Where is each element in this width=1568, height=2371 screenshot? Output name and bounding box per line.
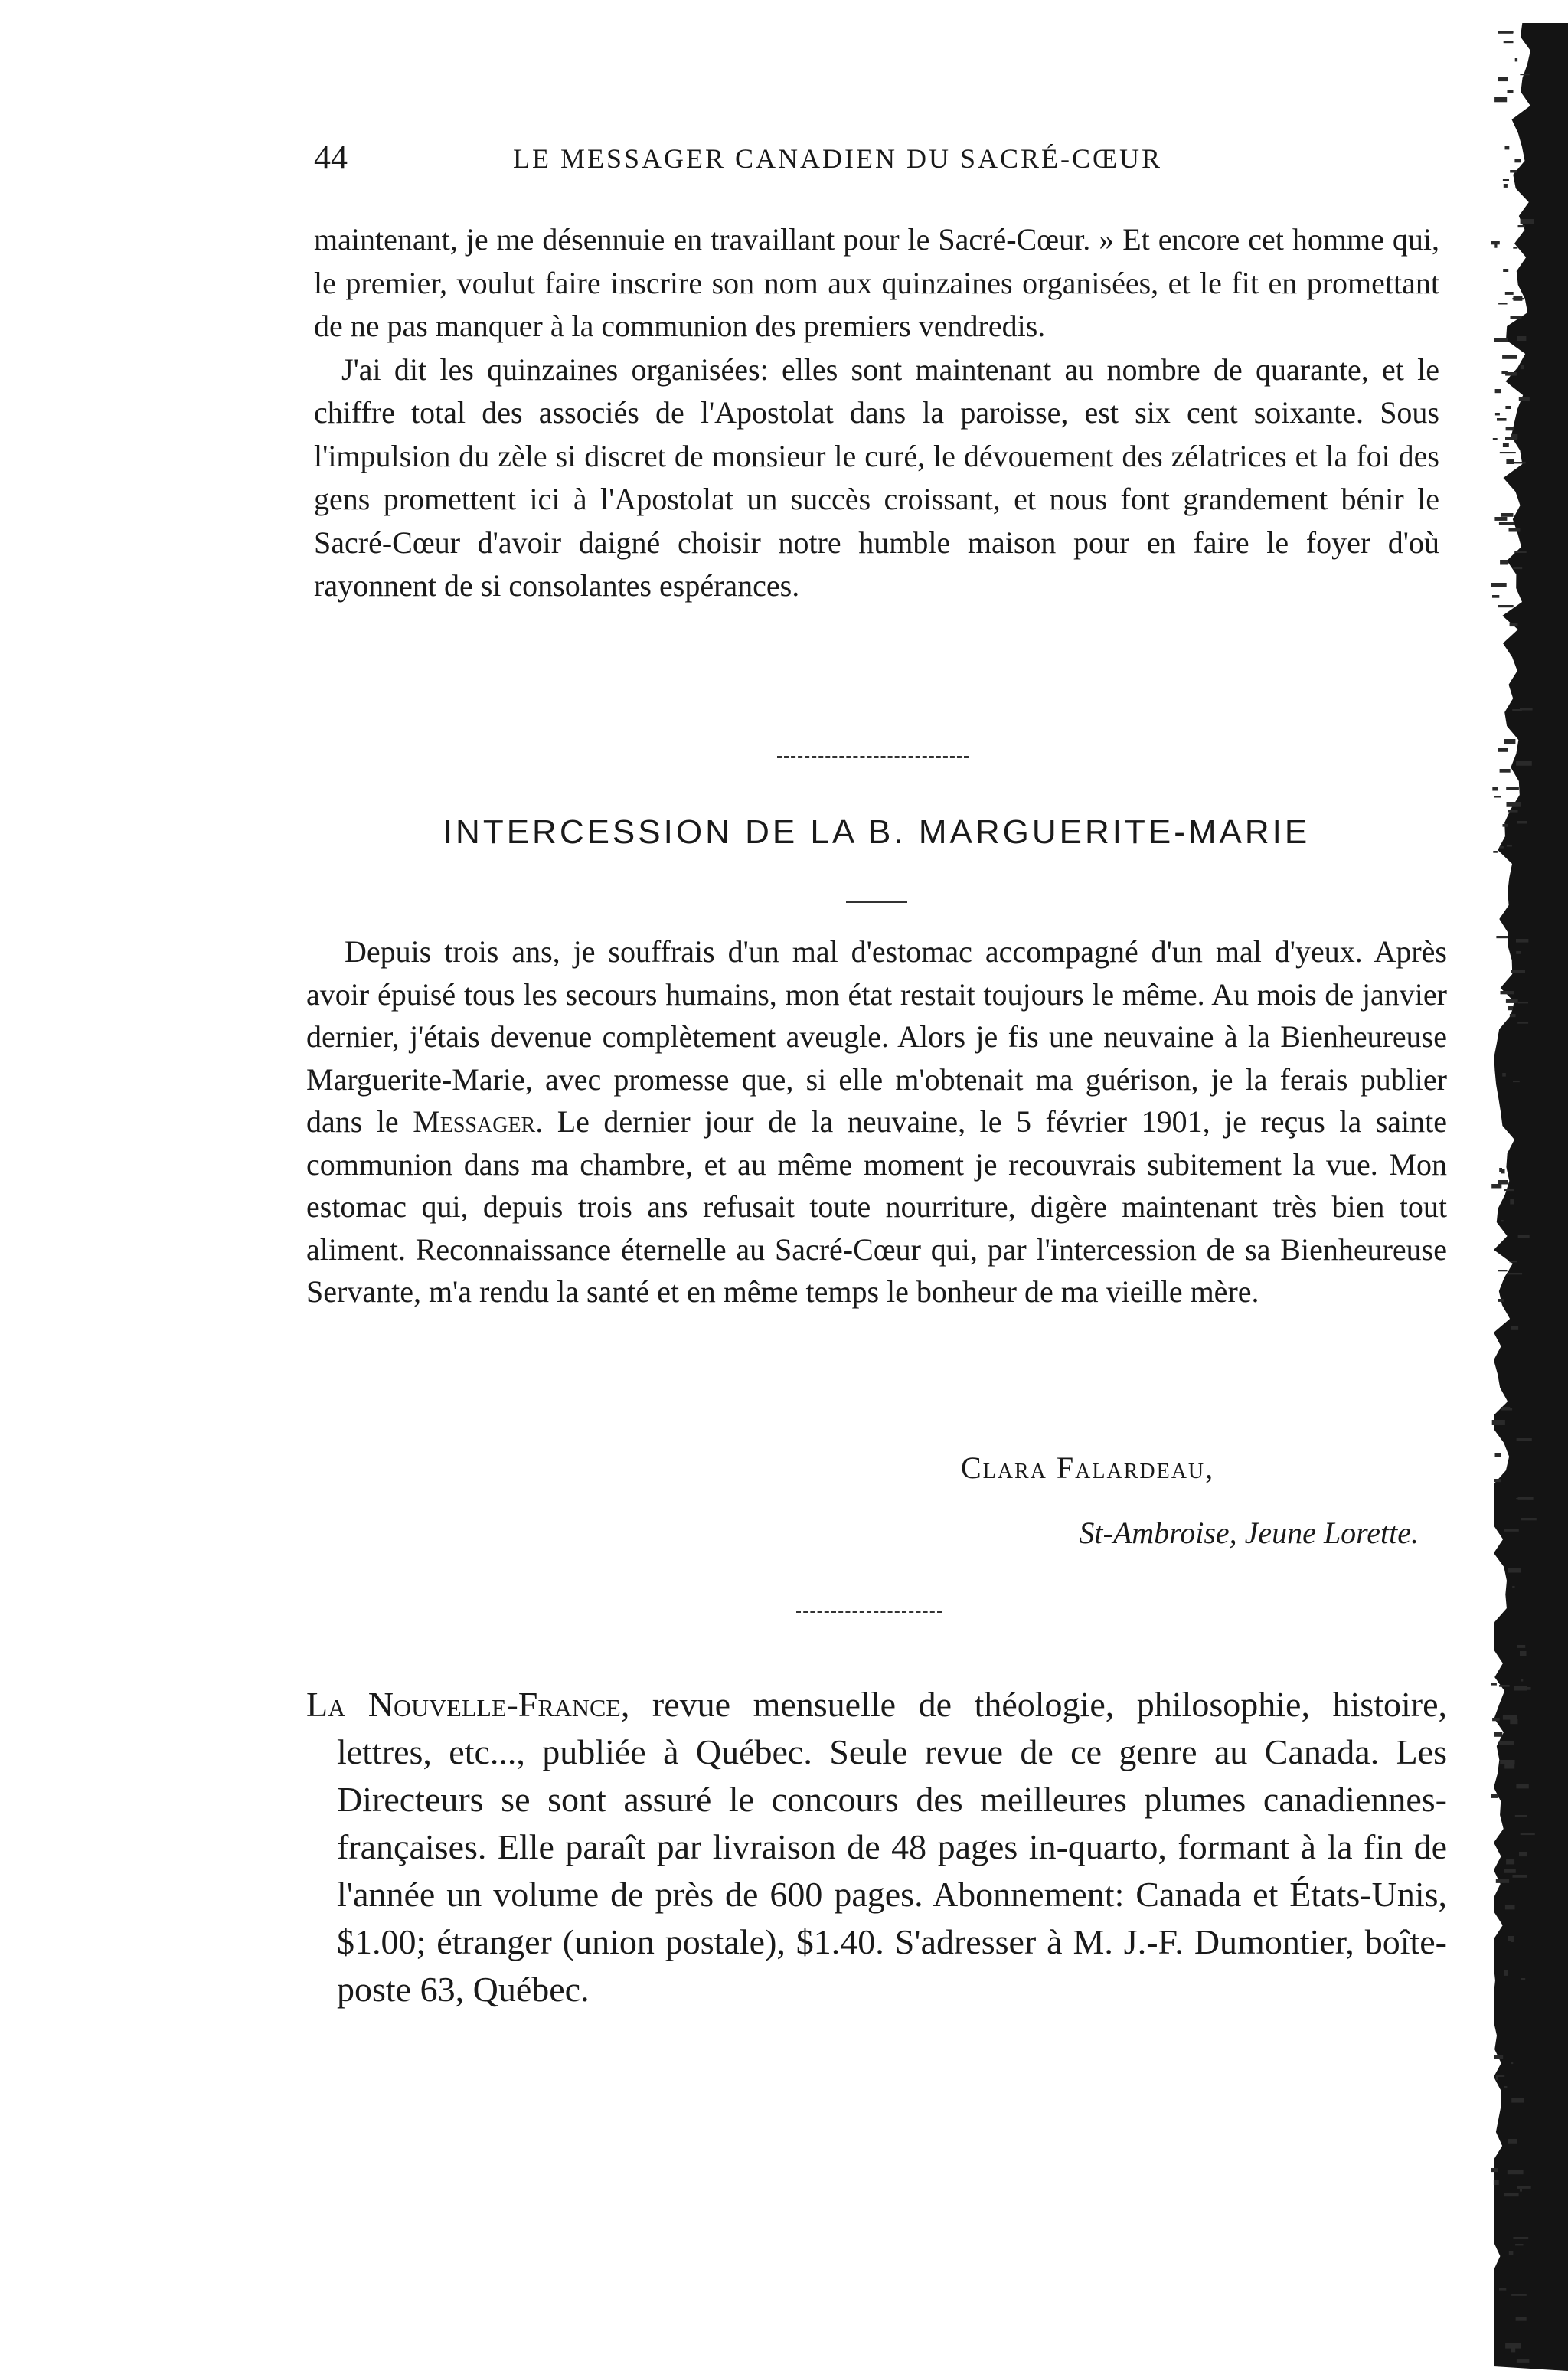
binding-speck: [1518, 225, 1525, 227]
binding-speck: [1516, 1784, 1528, 1788]
binding-speck: [1498, 605, 1514, 607]
binding-speck: [1501, 513, 1514, 517]
running-header: [314, 138, 1439, 184]
binding-speck: [1504, 739, 1515, 744]
binding-speck: [1496, 1879, 1509, 1883]
binding-speck: [1496, 936, 1508, 938]
title-rule: [846, 901, 907, 903]
binding-speck: [1520, 1651, 1527, 1656]
binding-speck: [1500, 560, 1508, 565]
binding-speck: [1494, 2180, 1499, 2185]
binding-speck: [1517, 1645, 1526, 1648]
binding-speck: [1495, 389, 1501, 393]
binding-speck: [1511, 1326, 1518, 1330]
binding-speck: [1521, 219, 1534, 224]
binding-speck: [1491, 1683, 1497, 1686]
binding-speck: [1504, 41, 1514, 43]
binding-speck: [1494, 517, 1507, 521]
signature: Clara Falardeau,: [961, 1450, 1215, 1485]
binding-speck: [1511, 2098, 1524, 2103]
messager-reference: Messager: [413, 1104, 536, 1139]
testimony-text: [306, 930, 1447, 1313]
binding-speck: [1498, 1180, 1508, 1184]
binding-speck: [1499, 1168, 1502, 1172]
binding-speck: [1503, 179, 1509, 181]
binding-speck: [1494, 1732, 1502, 1737]
advertisement-paragraph: [306, 1681, 1447, 2013]
binding-speck: [1510, 1014, 1516, 1017]
binding-speck: [1505, 372, 1517, 376]
binding-speck: [1507, 802, 1521, 807]
binding-speck: [1493, 851, 1498, 853]
binding-speck: [1503, 1715, 1517, 1720]
binding-speck: [1517, 2186, 1531, 2189]
binding-speck: [1499, 2288, 1506, 2291]
testimony-text-part: . Le dernier jour de la neuvaine, le 5 février 1901, je reçus la sainte communion dans ma chambre, et au même moment je recouvrais subitement la vue. Mon estomac qui, depuis trois ans refusait toute nourriture, digère maintenant très bien tout aliment. Reconnaissance éternelle au Sacré-Cœur qui, par l'intercession de sa Bienheureuse Servante, m'a rendu la santé et en même temps le bonheur de ma vieille mère.: [306, 1104, 1447, 1309]
binding-speck: [1516, 951, 1521, 954]
binding-speck: [1515, 2244, 1523, 2245]
journal-name: La Nouvelle-France: [306, 1685, 621, 1724]
binding-speck: [1505, 146, 1510, 149]
binding-speck: [1491, 1184, 1501, 1189]
binding-speck: [1498, 1270, 1508, 1271]
binding-speck: [1499, 1741, 1514, 1745]
binding-speck: [1520, 74, 1529, 75]
binding-speck: [1516, 2317, 1527, 2321]
binding-speck: [1514, 1686, 1527, 1691]
binding-speck: [1498, 2075, 1504, 2077]
binding-speck: [1503, 269, 1508, 272]
binding-speck: [1516, 1498, 1527, 1499]
binding-speck: [1511, 1940, 1514, 1942]
binding-speck: [1521, 1679, 1523, 1682]
binding-speck: [1500, 846, 1504, 849]
advertisement: [306, 1681, 1447, 2013]
binding-speck: [1501, 991, 1514, 994]
binding-speck: [1509, 2251, 1514, 2255]
binding-speck: [1508, 810, 1517, 813]
binding-speck: [1498, 303, 1508, 305]
binding-speck: [1508, 2170, 1524, 2174]
binding-speck: [1513, 1081, 1520, 1082]
binding-speck: [1498, 77, 1508, 81]
binding-speck: [1511, 316, 1522, 319]
binding-speck: [1511, 2062, 1513, 2064]
binding-speck: [1515, 1815, 1527, 1817]
binding-speck: [1504, 184, 1508, 188]
binding-speck: [1517, 2359, 1530, 2363]
binding-speck: [1495, 413, 1500, 415]
section-separator: [796, 1611, 942, 1613]
binding-speck: [1506, 427, 1514, 430]
binding-speck: [1510, 625, 1514, 626]
binding-speck: [1511, 462, 1526, 463]
binding-speck: [1519, 1852, 1527, 1856]
binding-speck: [1519, 397, 1530, 401]
binding-speck: [1514, 296, 1523, 301]
binding-speck: [1508, 90, 1514, 93]
running-title: LE MESSAGER CANADIEN DU SACRÉ-CŒUR: [513, 143, 1163, 174]
binding-speck: [1517, 336, 1526, 341]
page-number: 44: [314, 139, 348, 176]
binding-speck: [1503, 824, 1509, 827]
binding-speck: [1501, 1407, 1510, 1408]
binding-speck: [1518, 1235, 1530, 1238]
binding-speck: [1492, 595, 1499, 598]
binding-speck: [1511, 2294, 1527, 2296]
binding-speck: [1505, 2343, 1521, 2349]
binding-speck: [1521, 365, 1524, 369]
binding-speck: [1504, 1764, 1514, 1769]
binding-speck: [1511, 970, 1525, 973]
binding-speck: [1504, 1970, 1508, 1976]
binding-speck: [1506, 787, 1519, 790]
binding-speck: [1511, 2348, 1515, 2352]
binding-speck: [1517, 1022, 1528, 1024]
continuation-paragraph: J'ai dit les quinzaines organisées: elles sont maintenant au nombre de quarante, et le chiffre total des associés de l'Apostolat dans la paroisse, est six cent soixante. Sous l'impulsion du zèle si discret de monsieur le curé, le dévouement des zélatrices et la foi des gens promettent ici à l'Apostolat un succès croissant, et nous font grandement bénir le Sacré-Cœur d'avoir daigné choisir notre humble maison pour en faire le foyer d'où rayonnent de si consolantes espérances.: [314, 352, 1439, 603]
binding-speck: [1516, 761, 1532, 766]
binding-speck: [1508, 2139, 1517, 2144]
binding-speck: [1514, 551, 1527, 553]
binding-speck: [1497, 418, 1507, 421]
binding-speck: [1507, 1273, 1522, 1274]
binding-speck: [1499, 1685, 1510, 1687]
continuation-text: [314, 218, 1439, 608]
binding-speck: [1509, 1261, 1517, 1262]
binding-speck: [1506, 1859, 1514, 1864]
binding-speck: [1504, 1529, 1519, 1532]
binding-speck: [1502, 355, 1517, 359]
binding-speck: [1505, 406, 1511, 409]
binding-speck: [1506, 999, 1518, 1003]
binding-speck: [1510, 170, 1517, 173]
binding-speck: [1495, 1453, 1501, 1457]
binding-speck: [1504, 1869, 1510, 1872]
binding-edge-graphic: [1488, 23, 1568, 2371]
binding-speck: [1509, 528, 1521, 532]
binding-speck: [1498, 748, 1508, 752]
binding-speck: [1491, 1794, 1498, 1798]
binding-speck: [1491, 583, 1507, 587]
binding-speck: [1517, 821, 1527, 824]
binding-speck: [1518, 1002, 1528, 1003]
binding-speck: [1521, 1978, 1525, 1980]
binding-speck: [1494, 338, 1508, 342]
binding-speck: [1494, 97, 1507, 102]
binding-speck: [1507, 845, 1512, 847]
binding-speck: [1504, 1189, 1514, 1191]
binding-edge: [1488, 23, 1568, 2371]
binding-speck: [1510, 1199, 1514, 1205]
binding-speck: [1500, 769, 1511, 773]
binding-speck: [1498, 31, 1513, 34]
binding-speck: [1521, 1518, 1537, 1520]
testimony-text-part: Depuis trois ans, je souffrais d'un mal d'estomac accompagné d'un mal d'yeux. Après avoir épuisé tous les secours humains, mon état restait toujours le même. Au mois de janvier dernier, j'étais devenue complètement aveugle. Alors je fis une neuvaine à la Bienheureuse Marguerite-Marie, avec promesse que, si elle m'obtenait ma guérison, je la ferais publier dans le: [306, 934, 1447, 1139]
continuation-paragraph: maintenant, je me désennuie en travaillant pour le Sacré-Cœur. » Et encore cet homme qui, le premier, voulut faire inscrire son nom aux quinzaines organisées, et le fit en promettant de ne pas manquer à la communion des premiers vendredis.: [314, 222, 1439, 343]
binding-speck: [1492, 787, 1498, 791]
binding-speck: [1514, 159, 1521, 162]
section-separator: [777, 756, 969, 758]
binding-speck: [1504, 2193, 1519, 2196]
binding-speck: [1505, 1760, 1511, 1764]
section-title: INTERCESSION DE LA B. MARGUERITE-MARIE: [443, 813, 1311, 851]
binding-speck: [1521, 1833, 1535, 1835]
binding-speck: [1502, 1073, 1506, 1077]
binding-shadow: [1494, 23, 1568, 2371]
binding-speck: [1515, 58, 1517, 61]
binding-speck: [1508, 1568, 1521, 1573]
binding-speck: [1520, 2189, 1522, 2192]
testimony-paragraph: [306, 930, 1447, 1313]
signature-place: St-Ambroise, Jeune Lorette.: [1079, 1516, 1419, 1550]
binding-speck: [1505, 1905, 1515, 1909]
binding-speck: [1505, 437, 1517, 440]
binding-speck: [1504, 2086, 1507, 2088]
binding-speck: [1505, 292, 1514, 295]
binding-speck: [1513, 247, 1517, 249]
binding-speck: [1494, 244, 1497, 248]
binding-speck: [1516, 939, 1528, 943]
binding-speck: [1513, 567, 1522, 569]
binding-speck: [1498, 1299, 1503, 1302]
binding-speck: [1493, 438, 1498, 440]
binding-speck: [1512, 1586, 1514, 1588]
binding-speck: [1513, 1875, 1527, 1878]
binding-speck: [1491, 2168, 1498, 2172]
binding-speck: [1494, 796, 1501, 798]
binding-speck: [1501, 1220, 1504, 1221]
binding-speck: [1494, 2055, 1503, 2059]
binding-speck: [1508, 1006, 1513, 1010]
binding-speck: [1510, 1719, 1517, 1724]
binding-speck: [1500, 452, 1516, 453]
binding-speck: [1494, 1479, 1501, 1482]
binding-speck: [1492, 1420, 1505, 1425]
advertisement-text: , revue mensuelle de théologie, philosophie, histoire, lettres, etc..., publiée à Québec. Seule revue de ce genre au Canada. Les Directeurs se sont assuré le concours des meilleures plumes canadiennes-françaises. Elle paraît par livraison de 48 pages in-quarto, formant à la fin de l'année un volume de près de 600 pages. Abonnement: Canada et États-Unis, $1.00; étranger (union postale), $1.40. S'adresser à M. J.-F. Dumontier, boîte-poste 63, Québec.: [337, 1685, 1447, 2009]
binding-speck: [1499, 522, 1514, 525]
binding-speck: [1513, 2237, 1528, 2239]
binding-speck: [1517, 1438, 1532, 1441]
binding-speck: [1520, 708, 1533, 711]
binding-speck: [1492, 1718, 1500, 1721]
binding-speck: [1503, 443, 1509, 447]
